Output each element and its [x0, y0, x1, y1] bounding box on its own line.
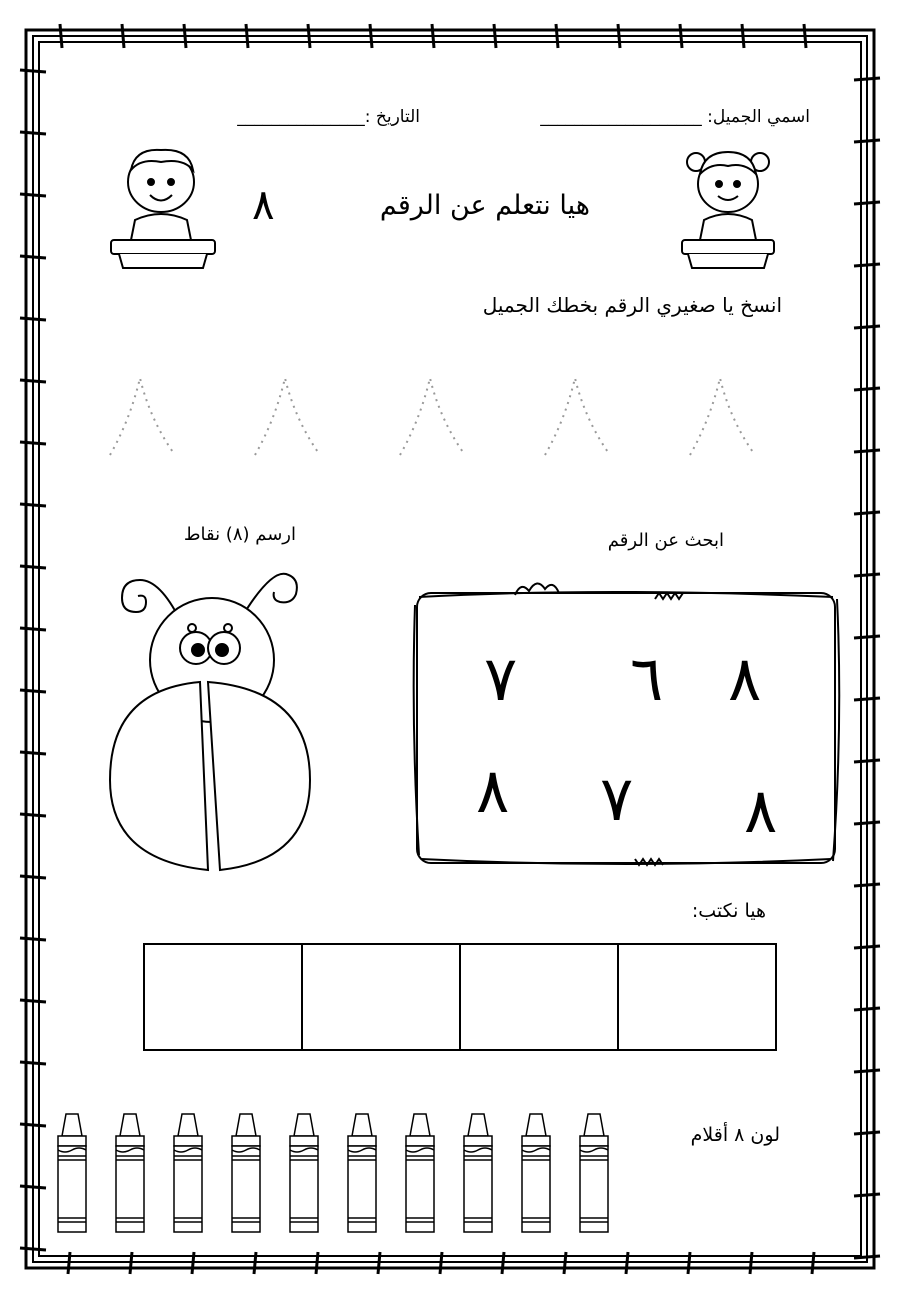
crayon-icon[interactable] — [284, 1110, 324, 1244]
crayon-icon[interactable] — [400, 1110, 440, 1244]
page-title: هيا نتعلم عن الرقم — [379, 190, 590, 221]
trace-digits-row — [100, 370, 790, 470]
search-digit-6[interactable]: ٨ — [744, 774, 778, 847]
crayon-icon[interactable] — [516, 1110, 556, 1244]
search-digit-2[interactable]: ٦ — [630, 642, 664, 715]
crayon-icon[interactable] — [342, 1110, 382, 1244]
crayon-icon[interactable] — [226, 1110, 266, 1244]
crayon-icon[interactable] — [168, 1110, 208, 1244]
write-cell[interactable] — [459, 945, 617, 1049]
write-cell[interactable] — [145, 945, 301, 1049]
copy-instruction: انسخ يا صغيري الرقم بخطك الجميل — [482, 293, 782, 317]
trace-digit[interactable] — [400, 378, 465, 455]
trace-digit[interactable] — [255, 378, 320, 455]
trace-digit[interactable] — [545, 378, 610, 455]
write-label: هيا نكتب: — [691, 900, 766, 922]
write-boxes — [143, 943, 777, 1051]
search-digit-4[interactable]: ٨ — [476, 754, 510, 827]
crayon-icon[interactable] — [52, 1110, 92, 1244]
girl-student-illustration — [678, 140, 778, 280]
trace-digit[interactable] — [110, 378, 175, 455]
search-digit-3[interactable]: ٨ — [728, 642, 762, 715]
trace-digit[interactable] — [690, 378, 755, 455]
draw-dots-label: ارسم (٨) نقاط — [183, 524, 296, 545]
crayon-icon[interactable] — [110, 1110, 150, 1244]
search-digit-1[interactable]: ٧ — [484, 642, 518, 715]
crayon-icon[interactable] — [574, 1110, 614, 1244]
crayons-row — [52, 1110, 622, 1240]
search-digit-5[interactable]: ٧ — [600, 762, 634, 835]
search-number-label: ابحث عن الرقم — [607, 530, 724, 551]
write-cell[interactable] — [301, 945, 459, 1049]
color-crayons-label: لون ٨ أقلام — [690, 1124, 780, 1146]
write-cell[interactable] — [617, 945, 775, 1049]
ladybug-drawing-area[interactable] — [100, 560, 340, 880]
crayon-icon[interactable] — [458, 1110, 498, 1244]
date-field-label: التاريخ :_______________ — [237, 107, 420, 127]
title-number: ٨ — [252, 180, 275, 229]
name-field-label: اسمي الجميل: ___________________ — [540, 107, 810, 127]
boy-student-illustration — [105, 140, 220, 280]
